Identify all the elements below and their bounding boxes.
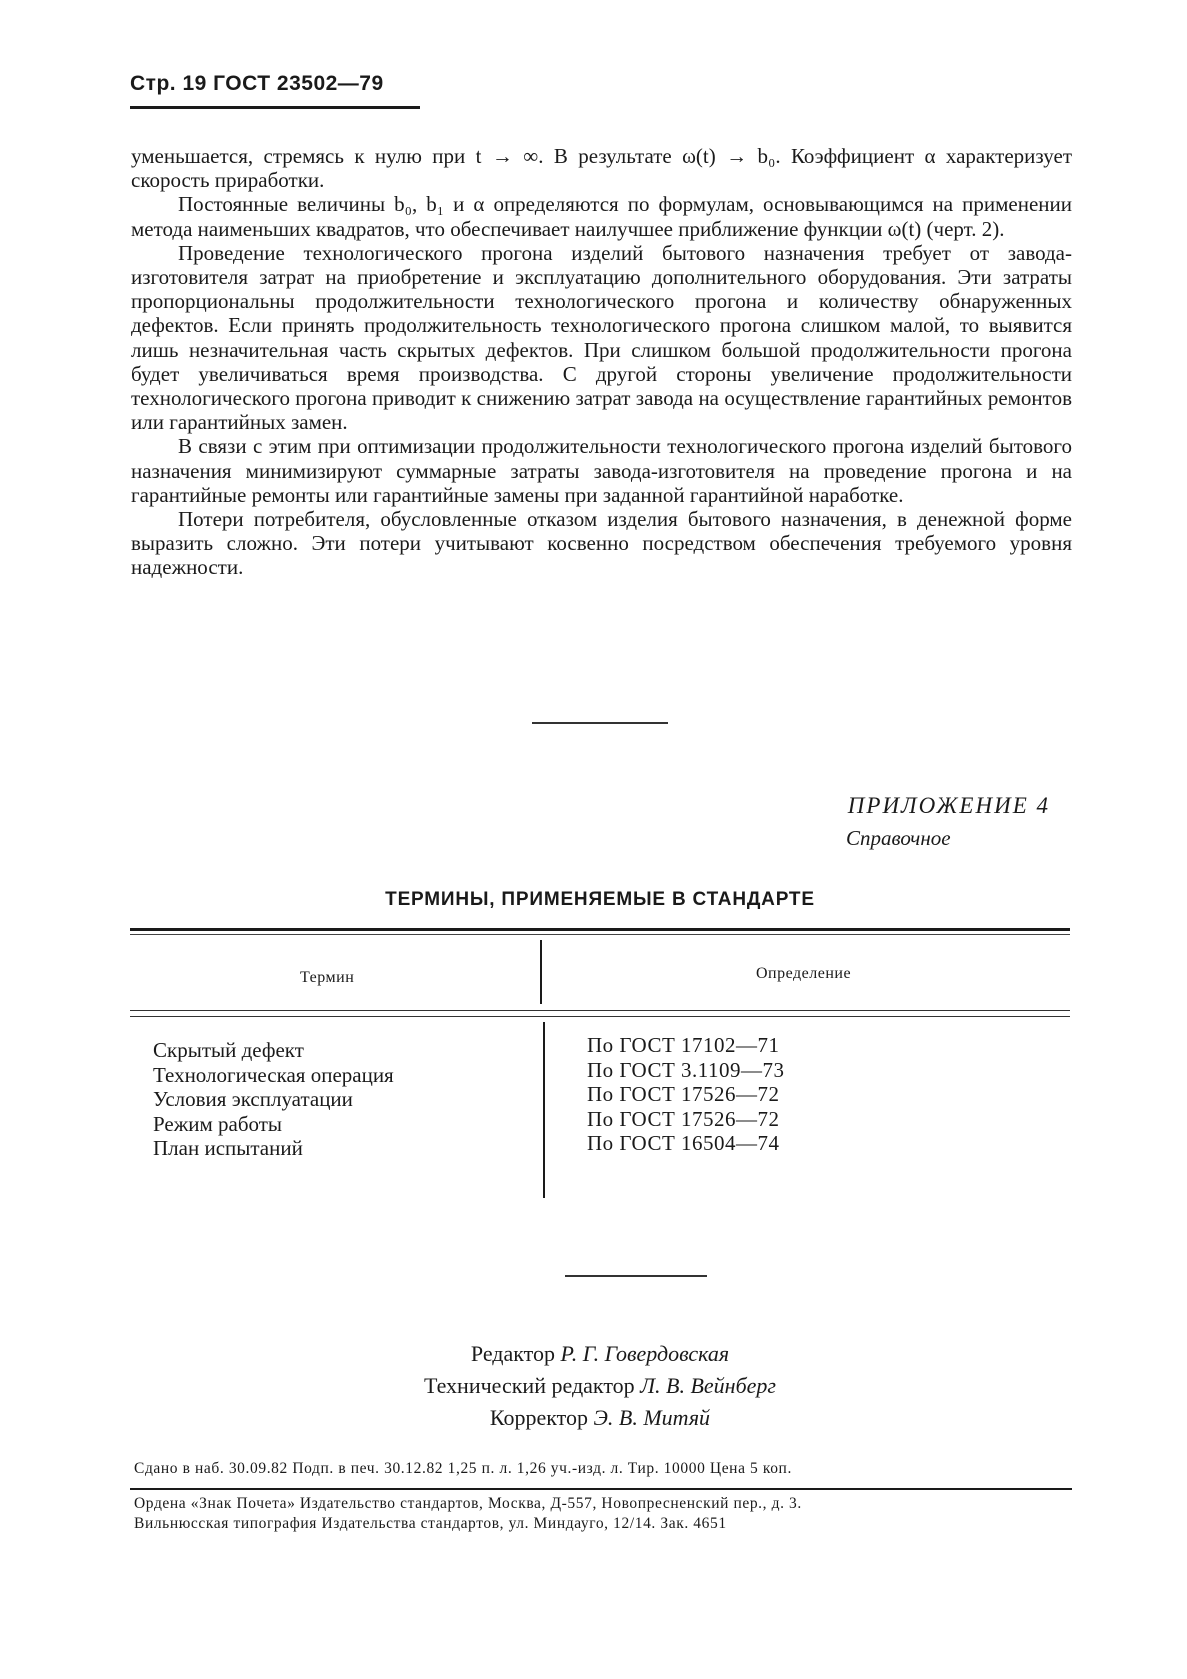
table-term: Технологическая операция	[153, 1062, 394, 1087]
table-body-column-rule	[543, 1022, 545, 1198]
table-definition: По ГОСТ 16504—74	[587, 1131, 780, 1155]
imprint-rule	[130, 1488, 1072, 1490]
paragraph-4: В связи с этим при оптимизации продолжительности технологического прогона изделий бытового назначения минимизируют суммарные затраты завода-изготовителя на проведение прогона и на гарантийные ремонты или гарантийные замены при заданной гарантийной наработке.	[131, 434, 1072, 507]
table-title: ТЕРМИНЫ, ПРИМЕНЯЕМЫЕ В СТАНДАРТЕ	[385, 889, 815, 910]
table-terms-column	[153, 1038, 533, 1161]
table-header-rule-second	[130, 1016, 1070, 1017]
printer-info	[134, 1494, 1070, 1534]
table-term: Скрытый дефект	[153, 1038, 304, 1062]
printer-line-2: Вильнюсская типография Издательства стандартов, ул. Миндауго, 12/14. Зак. 4651	[134, 1515, 727, 1532]
header-rule	[130, 106, 420, 109]
paragraph-5: Потери потребителя, обусловленные отказом изделия бытового назначения, в денежной форме выразить сложно. Эти потери учитывают косвенно посредством обеспечения требуемого уровня надежности.	[131, 507, 1072, 580]
credit-proofreader	[130, 1402, 1070, 1434]
credits-divider	[565, 1275, 707, 1277]
table-definition: По ГОСТ 17526—72	[587, 1106, 780, 1131]
table-header-term: Термин	[300, 969, 355, 986]
table-header-rule	[130, 1010, 1070, 1011]
paragraph-3: Проведение технологического прогона изделий бытового назначения требует от завода-изготовителя затрат на приобретение и эксплуатацию дополнительного оборудования. Эти затраты пропорциональны продолжительности технологического прогона и количеству обнаруженных дефектов. Если принять продолжительность технологического прогона слишком малой, то выявится лишь незначительная часть скрытых дефектов. При слишком большой продолжительности прогона будет увеличиваться время производства. С другой стороны увеличение продолжительности технологического прогона приводит к снижению затрат завода на осуществление гарантийных ремонтов или гарантийных замен.	[131, 240, 1072, 435]
table-term: Условия эксплуатации	[153, 1087, 353, 1111]
table-definition: По ГОСТ 3.1109—73	[587, 1057, 785, 1082]
table-term: Режим работы	[153, 1111, 283, 1136]
credits	[130, 1338, 1070, 1434]
paragraph-2: Постоянные величины b₀, b₁ и α определяются по формулам, основывающимся на применении метода наименьших квадратов, что обеспечивает наилучшее приближение функции ω(t) (черт. 2).	[131, 192, 1072, 241]
credit-role: Технический редактор	[423, 1373, 635, 1398]
table-term: План испытаний	[153, 1136, 303, 1160]
table-header-column-rule	[540, 940, 542, 1004]
credit-name: Р. Г. Говердовская	[560, 1341, 730, 1366]
credit-name: Л. В. Вейнберг	[640, 1373, 777, 1398]
table-header-definition: Определение	[756, 965, 852, 982]
page-header: Стр. 19 ГОСТ 23502—79	[130, 72, 384, 95]
imprint-line: Сдано в наб. 30.09.82 Подп. в печ. 30.12.82 1,25 п. л. 1,26 уч.-изд. л. Тир. 10000 Цена 5 коп.	[134, 1460, 792, 1477]
credit-technical-editor	[130, 1370, 1070, 1402]
table-definition: По ГОСТ 17102—71	[587, 1033, 780, 1057]
appendix-subtitle: Справочное	[846, 826, 951, 850]
appendix-title: ПРИЛОЖЕНИЕ 4	[847, 793, 1050, 818]
printer-line-1: Ордена «Знак Почета» Издательство стандартов, Москва, Д-557, Новопресненский пер., д. 3.	[134, 1495, 802, 1512]
credit-name: Э. В. Митяй	[593, 1405, 711, 1430]
table-definition: По ГОСТ 17526—72	[587, 1082, 780, 1106]
paragraph-1: уменьшается, стремясь к нулю при t → ∞. В результате ω(t) → b₀. Коэффициент α характеризует скорость приработки.	[131, 144, 1072, 193]
table-definitions-column	[587, 1033, 1067, 1156]
table-top-rule-thin	[130, 934, 1070, 935]
credit-role: Корректор	[489, 1405, 588, 1430]
credit-role: Редактор	[470, 1341, 555, 1366]
body-text	[131, 144, 1072, 580]
credit-editor	[130, 1338, 1070, 1370]
section-divider	[532, 722, 668, 724]
table-top-rule	[130, 928, 1070, 931]
